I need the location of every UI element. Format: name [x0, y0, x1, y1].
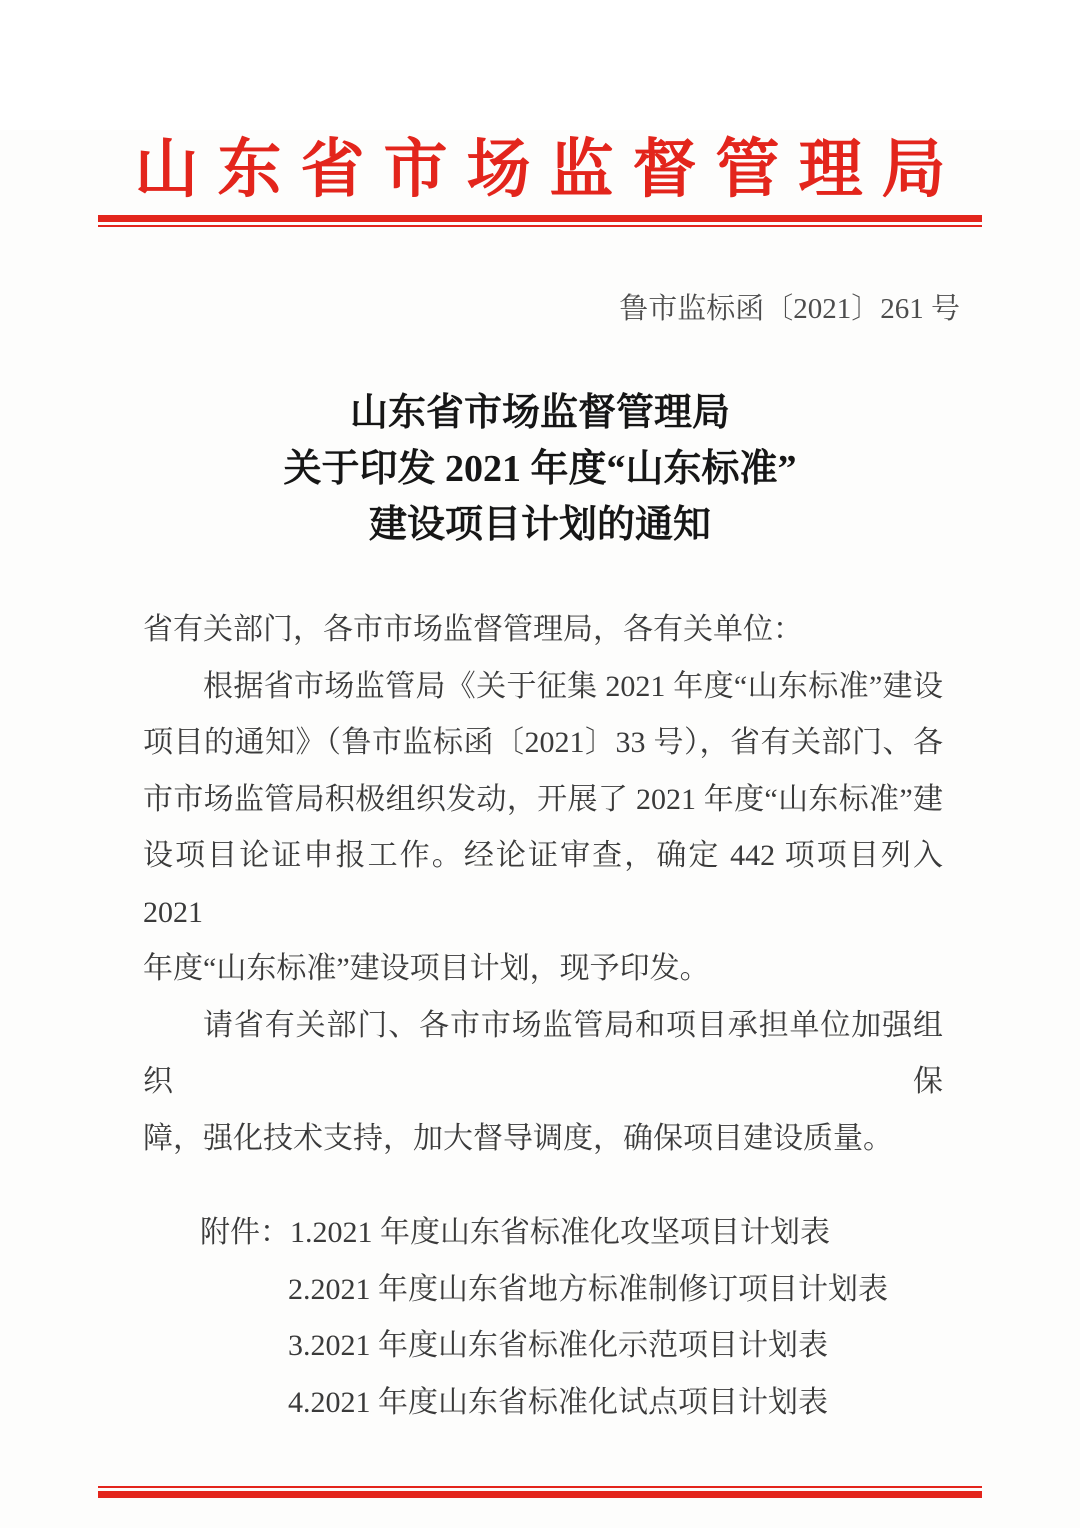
attachment-item-4: 4.2021 年度山东省标准化试点项目计划表: [288, 1385, 828, 1419]
attachment-item-2: 2.2021 年度山东省地方标准制修订项目计划表: [288, 1272, 888, 1306]
letterhead-org-name: 山东省市场监督管理局: [134, 134, 965, 205]
rule-thick-line: [98, 215, 982, 222]
paragraph-1: [143, 659, 943, 998]
paragraph-1-line-3: 市市场监管局积极组织发动，开展了 2021 年度“山东标准”建: [143, 782, 943, 816]
doc-number: 鲁市监标函〔2021〕261 号: [619, 293, 960, 325]
document-title-line-1: 山东省市场监督管理局: [349, 392, 730, 434]
paragraph-2-line-1: 请省有关部门、各市市场监管局和项目承担单位加强组织保: [143, 1008, 943, 1098]
attachment-item-1-text: 1.2021 年度山东省标准化攻坚项目计划表: [290, 1216, 830, 1249]
letterhead-double-rule: [98, 215, 982, 227]
salutation-line: 省有关部门，各市市场监督管理局，各有关单位：: [143, 613, 803, 646]
paragraph-2-line-2: 障，强化技术支持，加大督导调度，确保项目建设质量。: [143, 1121, 893, 1155]
attachments-list: [143, 1205, 943, 1431]
paragraph-1-line-2: 项目的通知》（鲁市监标函〔2021〕33 号），省有关部门、各: [143, 726, 943, 759]
attachments-label: 附件：: [200, 1216, 290, 1249]
attachment-item-1: [143, 1205, 943, 1262]
rule-thin-line: [98, 225, 982, 227]
document-body: [143, 602, 943, 1431]
paragraph-1-line-1: 根据省市场监管局《关于征集 2021 年度“山东标准”建设: [203, 669, 943, 703]
document-title: [0, 385, 1080, 553]
paragraph-2: [143, 998, 943, 1168]
rule-thick-line: [98, 1491, 982, 1498]
footer-double-rule: [98, 1486, 982, 1498]
document-title-line-3: 建设项目计划的通知: [368, 504, 711, 546]
document-title-line-2: 关于印发 2021 年度“山东标准”: [283, 448, 797, 490]
document-page: [0, 130, 1080, 1528]
paragraph-1-line-5: 年度“山东标准”建设项目计划，现予印发。: [143, 952, 710, 985]
paragraph-1-line-4: 设项目论证申报工作。经论证审查，确定 442 项项目列入 2021: [143, 839, 943, 929]
document-footer: [0, 1467, 1080, 1498]
letterhead: [0, 130, 1080, 227]
attachment-item-3: 3.2021 年度山东省标准化示范项目计划表: [288, 1329, 828, 1362]
